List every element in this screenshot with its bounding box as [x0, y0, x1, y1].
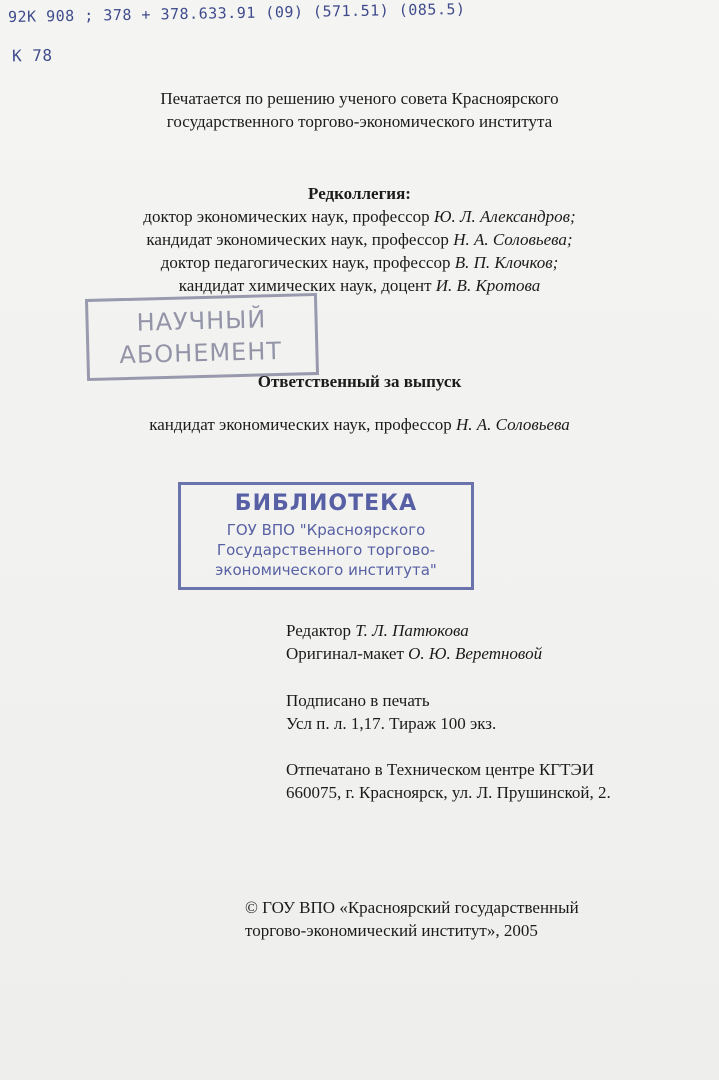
- stamp-library-line-1: БИБЛИОТЕКА: [234, 491, 418, 516]
- header-line-1: Печатается по решению ученого совета Красноярского: [160, 89, 559, 108]
- stamp-library-line-2: ГОУ ВПО "Красноярского: [226, 521, 426, 539]
- responsible-title: кандидат экономических наук, профессор: [149, 415, 457, 434]
- board-member-2-title: кандидат экономических наук, профессор: [146, 230, 454, 249]
- stamp-library-line-3: Государственного торгово-: [216, 541, 436, 559]
- board-member-4-name: И. В. Кротова: [435, 276, 541, 295]
- board-member-3-title: доктор педагогических наук, профессор: [160, 253, 455, 272]
- board-member-4-title: кандидат химических наук, доцент: [178, 276, 436, 295]
- stamp-nauch-line-1: НАУЧНЫЙ: [136, 305, 267, 337]
- copyright-line-1: © ГОУ ВПО «Красноярский государственный: [245, 898, 579, 917]
- responsible-person: [0, 413, 719, 436]
- signed-line: Подписано в печать: [286, 691, 430, 710]
- handwritten-classification-code: 92К 908 ; 378 + 378.633.91 (09) (571.51) (085.5): [7, 0, 466, 26]
- responsible-heading: Ответственный за выпуск: [257, 372, 462, 391]
- editorial-board-heading: Редколлегия:: [308, 184, 411, 203]
- layout-name: О. Ю. Веретновой: [408, 644, 543, 663]
- board-member-4: [0, 274, 719, 297]
- responsible-name: Н. А. Соловьева: [456, 415, 570, 434]
- editor-name: Т. Л. Патюкова: [355, 621, 469, 640]
- board-member-3: [0, 251, 719, 274]
- board-member-1-title: доктор экономических наук, профессор: [143, 207, 434, 226]
- copyright-line-2: торгово-экономический институт», 2005: [245, 921, 538, 940]
- stamp-library: [178, 482, 474, 590]
- handwritten-author-mark: К 78: [11, 45, 53, 66]
- editor-line: [286, 619, 469, 642]
- stamp-nauch-line-2: АБОНЕМЕНТ: [119, 336, 283, 370]
- layout-line: [286, 642, 542, 665]
- layout-label: Оригинал-макет: [286, 644, 409, 663]
- board-member-3-name: В. П. Клочков;: [454, 253, 559, 272]
- board-member-2-name: Н. А. Соловьева;: [453, 230, 573, 249]
- printed-line-1: Отпечатано в Техническом центре КГТЭИ: [286, 760, 595, 779]
- board-member-2: [0, 228, 719, 251]
- editor-label: Редактор: [286, 621, 356, 640]
- printed-line-2: 660075, г. Красноярск, ул. Л. Прушинской, 2.: [286, 783, 611, 802]
- board-member-1: [0, 205, 719, 228]
- stamp-scientific-subscription: [85, 293, 319, 381]
- volume-line: Усл п. л. 1,17. Тираж 100 экз.: [286, 714, 497, 733]
- board-member-1-name: Ю. Л. Александров;: [433, 207, 576, 226]
- header-line-2: государственного торгово-экономического института: [166, 112, 553, 131]
- stamp-library-line-4: экономического института": [215, 561, 437, 579]
